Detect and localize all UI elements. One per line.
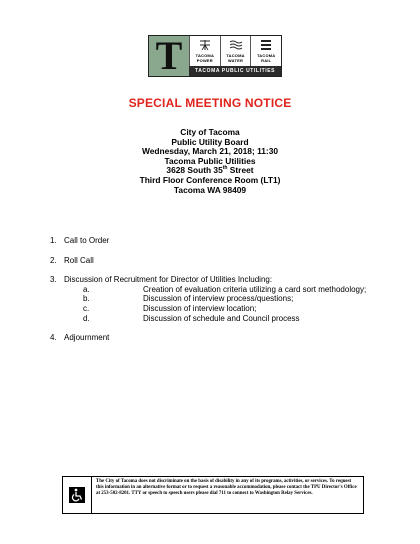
logo-division-line1: TACOMA bbox=[195, 53, 215, 58]
agenda-list bbox=[50, 236, 400, 343]
tacoma-public-utilities-logo bbox=[148, 35, 282, 77]
agenda-subitem bbox=[50, 285, 400, 295]
logo-banner: TACOMA PUBLIC UTILITIES bbox=[189, 66, 281, 76]
logo-division-line2: WATER bbox=[227, 58, 244, 63]
street-suffix: Street bbox=[227, 165, 254, 176]
agenda-subitem-letter: a. bbox=[83, 284, 90, 294]
meeting-room: Third Floor Conference Room (LT1) bbox=[139, 174, 281, 185]
agenda-subitem-text: Creation of evaluation criteria utilizing a card sort methodology; bbox=[143, 284, 367, 294]
agenda-item-text: Adjournment bbox=[64, 333, 110, 343]
logo-division-line2: RAIL bbox=[261, 58, 272, 63]
meeting-board: Public Utility Board bbox=[171, 136, 249, 147]
logo-division-power bbox=[189, 36, 220, 66]
meeting-city-state-zip: Tacoma WA 98409 bbox=[173, 184, 247, 195]
agenda-item-number: 1. bbox=[50, 236, 57, 245]
agenda-item-number: 3. bbox=[50, 275, 57, 285]
agenda-item bbox=[50, 236, 400, 246]
agenda-item-text: Call to Order bbox=[64, 236, 110, 245]
logo-division-line1: TACOMA bbox=[256, 53, 276, 58]
agenda-item bbox=[50, 275, 400, 285]
rail-tracks-icon bbox=[259, 39, 273, 51]
agenda-subitem-text: Discussion of schedule and Council process bbox=[143, 313, 300, 323]
power-lines-icon bbox=[198, 39, 212, 51]
agenda-subitem-letter: d. bbox=[83, 313, 90, 323]
meeting-city: City of Tacoma bbox=[180, 127, 240, 137]
agenda-subitem bbox=[50, 304, 400, 314]
logo-letter: T bbox=[155, 33, 183, 78]
water-waves-icon bbox=[229, 39, 243, 51]
street-ordinal: th bbox=[222, 165, 228, 172]
agenda-item-number: 2. bbox=[50, 255, 57, 265]
agenda-subitem-letter: b. bbox=[83, 294, 90, 304]
agenda-item-text: Roll Call bbox=[64, 255, 94, 265]
agenda-subitem-text: Discussion of interview location; bbox=[143, 303, 257, 313]
agenda-subitem-text: Discussion of interview process/questions; bbox=[143, 294, 294, 304]
meeting-organization: Tacoma Public Utilities bbox=[164, 155, 256, 166]
agenda-subitem bbox=[50, 294, 400, 304]
meeting-details bbox=[0, 128, 420, 195]
agenda-item bbox=[50, 333, 400, 343]
agenda-subitem-letter: c. bbox=[83, 303, 90, 313]
logo-division-line1: TACOMA bbox=[226, 53, 245, 58]
logo-division-rail bbox=[250, 36, 281, 66]
logo-division-line2: POWER bbox=[196, 58, 213, 63]
agenda-item-text: Discussion of Recruitment for Director of Utilities Including: bbox=[64, 275, 273, 285]
agenda-item-number: 4. bbox=[50, 333, 57, 343]
agenda-subitem bbox=[50, 314, 400, 324]
logo-t-block bbox=[149, 33, 189, 78]
meeting-datetime: Wednesday, March 21, 2018; 11:30 bbox=[141, 146, 279, 157]
wheelchair-accessibility-icon bbox=[69, 487, 85, 503]
street-prefix: 3628 South 35 bbox=[166, 165, 223, 176]
accessibility-notice bbox=[62, 476, 364, 514]
agenda-item bbox=[50, 256, 400, 266]
logo-divisions bbox=[189, 36, 281, 66]
logo-division-water bbox=[220, 36, 251, 66]
notice-title: SPECIAL MEETING NOTICE bbox=[128, 96, 292, 110]
accessibility-notice-text: The City of Tacoma does not discriminate on the basis of disability in any of its programs, activities, or services. To request this information in an alternative format or to request a reasonable accommodation, please contact the TPU Director's Office at 253-502-8201. TTY or speech to speech users please dial 711 to connect to Washington Relay Services. bbox=[96, 479, 357, 497]
